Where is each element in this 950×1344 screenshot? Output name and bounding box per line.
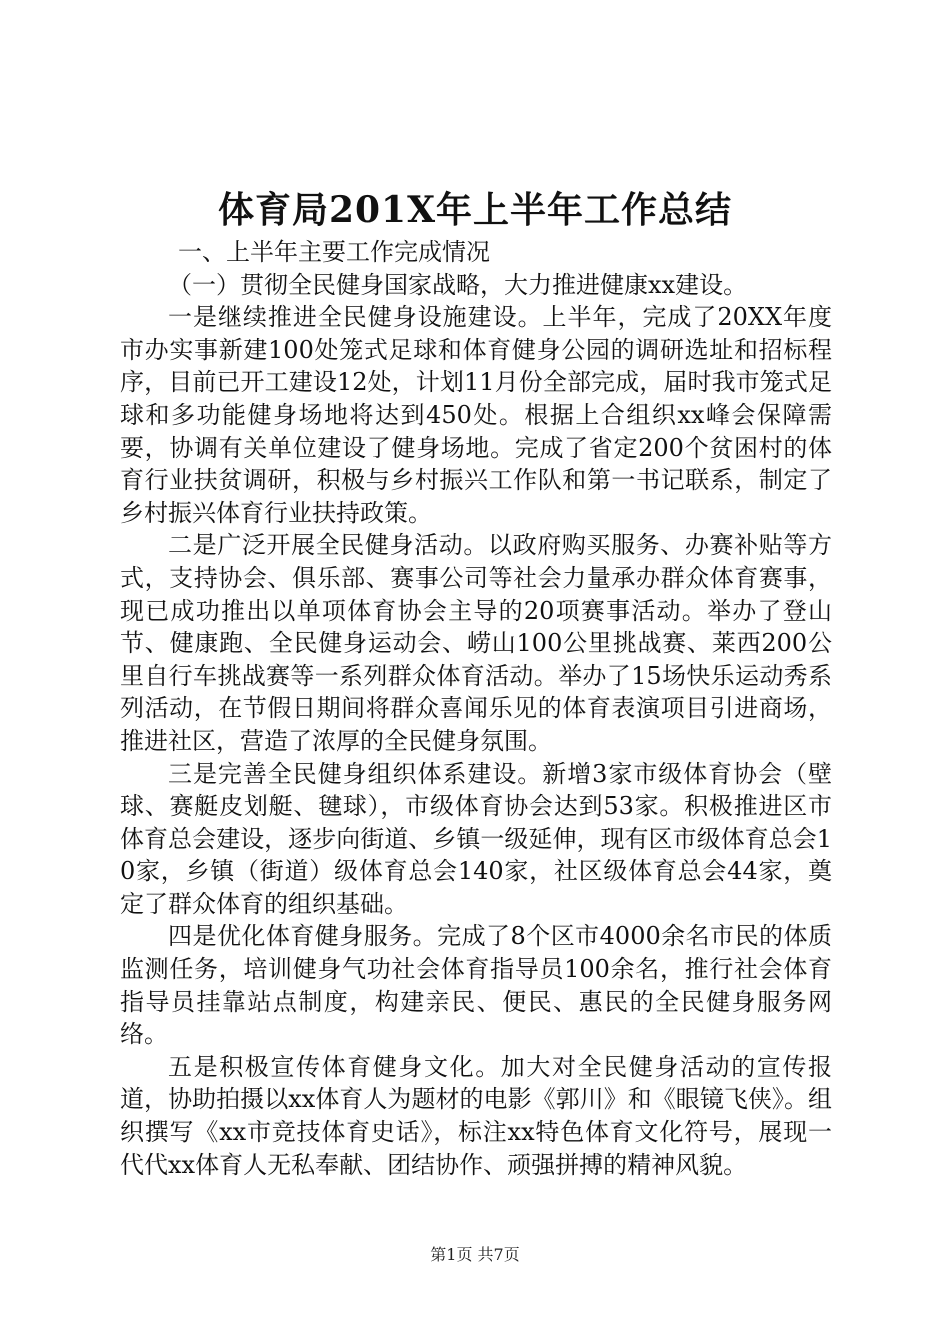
paragraph-2: 二是广泛开展全民健身活动。以政府购买服务、办赛补贴等方式，支持协会、俱乐部、赛事公司等社会力量承办群众体育赛事，现已成功推出以单项体育协会主导的20项赛事活动。举办了登山节、健康跑、全民健身运动会、崂山100公里挑战赛、莱西200公里自行车挑战赛等一系列群众体育活动。举办了15场快乐运动秀系列活动，在节假日期间将群众喜闻乐见的体育表演项目引进商场，推进社区，营造了浓厚的全民健身氛围。 — [120, 531, 832, 755]
subheading: （一）贯彻全民健身国家战略，大力推进健康xx建设。 — [168, 270, 748, 299]
paragraph-3: 三是完善全民健身组织体系建设。新增3家市级体育协会（壁球、赛艇皮划艇、毽球），市级体育协会达到53家。积极推进区市体育总会建设，逐步向街道、乡镇一级延伸，现有区市级体育总会10家，乡镇（街道）级体育总会140家，社区级体育总会44家，奠定了群众体育的组织基础。 — [120, 759, 832, 918]
page-footer: 第1页 共7页 — [430, 1245, 520, 1264]
document-body — [120, 236, 832, 1181]
paragraph-4: 四是优化体育健身服务。完成了8个区市4000余名市民的体质监测任务，培训健身气功社会体育指导员100余名，推行社会体育指导员挂靠站点制度，构建亲民、便民、惠民的全民健身服务网络。 — [120, 922, 832, 1049]
document-title: 体育局201X年上半年工作总结 — [217, 189, 733, 231]
section-heading: 一、上半年主要工作完成情况 — [178, 238, 490, 266]
paragraph-1: 一是继续推进全民健身设施建设。上半年，完成了20XX年度市办实事新建100处笼式足球和体育健身公园的调研选址和招标程序，目前已开工建设12处，计划11月份全部完成，届时我市笼式足球和多功能健身场地将达到450处。根据上合组织xx峰会保障需要，协调有关单位建设了健身场地。完成了省定200个贫困村的体育行业扶贫调研，积极与乡村振兴工作队和第一书记联系，制定了乡村振兴体育行业扶持政策。 — [120, 303, 832, 527]
paragraph-5: 五是积极宣传体育健身文化。加大对全民健身活动的宣传报道，协助拍摄以xx体育人为题材的电影《郭川》和《眼镜飞侠》。组织撰写《xx市竞技体育史话》，标注xx特色体育文化符号，展现一代代xx体育人无私奉献、团结协作、顽强拼搏的精神风貌。 — [120, 1052, 832, 1179]
